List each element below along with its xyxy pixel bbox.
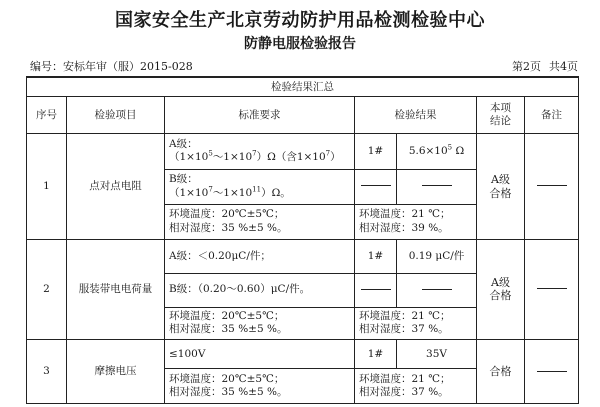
col-header-item: 检验项目 — [67, 97, 165, 134]
page-number: 第2页 — [512, 60, 541, 73]
requirement-grade-a-range: $(1\times 10^5\sim 1\times 10^7)\Omega$（含$1\times 10^7$） — [169, 149, 341, 164]
sample-id: 1# — [355, 340, 397, 368]
environment-result — [355, 307, 477, 340]
test-item: 摩擦电压 — [67, 340, 165, 404]
requirement: ≤100V — [165, 340, 355, 368]
requirement-grade-a: A级：＜0.20μC/件； — [165, 239, 355, 273]
table-row — [27, 340, 579, 368]
requirement-grade-b-label: B级： — [169, 173, 198, 186]
requirement-grade-b — [165, 169, 355, 204]
col-header-requirement: 标准要求 — [165, 97, 355, 134]
page-total: 共4页 — [549, 60, 578, 73]
col-header-conclusion-line1: 本项 — [490, 102, 511, 115]
test-item: 点对点电阻 — [67, 134, 165, 239]
col-header-result: 检验结果 — [355, 97, 477, 134]
remark — [525, 134, 579, 239]
env-humidity-result: 相对湿度：37 %。 — [359, 385, 449, 398]
requirement-grade-b-range: $(1\times 10^7\sim 1\times 10^{11})\Omega$。 — [169, 185, 291, 199]
sample-id-empty — [355, 273, 397, 307]
requirement-grade-b: B级：（0.20～0.60）μC/件。 — [165, 273, 355, 307]
result-value: 0.19 μC/件 — [397, 239, 477, 273]
org-title: 国家安全生产北京劳动防护用品检测检验中心 — [115, 10, 485, 31]
env-humidity-result: 相对湿度：39 %。 — [359, 221, 449, 234]
row-number: 1 — [27, 134, 67, 239]
summary-header-row — [27, 77, 579, 97]
report-title: 防静电服检验报告 — [244, 36, 356, 52]
sample-id: 1# — [355, 134, 397, 169]
remark-dash — [537, 288, 567, 289]
dash — [361, 289, 391, 290]
dash — [422, 289, 452, 290]
column-header-row — [27, 97, 579, 134]
table-row — [27, 134, 579, 169]
remark — [525, 239, 579, 340]
environment-requirement — [165, 204, 355, 239]
env-temperature-result: 环境温度：21 ℃； — [359, 372, 451, 385]
row-number: 3 — [27, 340, 67, 404]
environment-requirement — [165, 307, 355, 340]
report-number: 编号：安标年审（服）2015-028 — [30, 60, 193, 73]
environment-result — [355, 368, 477, 403]
conclusion: 合格 — [477, 340, 525, 404]
conclusion-grade: A级 — [491, 275, 510, 289]
remark-dash — [537, 185, 567, 186]
env-temperature-requirement: 环境温度：20℃±5℃； — [169, 208, 285, 221]
env-temperature-result: 环境温度：21 ℃； — [359, 310, 451, 323]
col-header-remark: 备注 — [525, 97, 579, 134]
env-temperature-requirement: 环境温度：20℃±5℃； — [169, 310, 285, 323]
summary-title: 检验结果汇总 — [27, 77, 579, 97]
conclusion-verdict: 合格 — [489, 186, 512, 200]
page-indicator — [512, 58, 578, 74]
env-humidity-requirement: 相对湿度：35 %±5 %。 — [169, 323, 288, 336]
col-header-conclusion — [477, 97, 525, 134]
table-row — [27, 239, 579, 273]
col-header-no: 序号 — [27, 97, 67, 134]
remark-dash — [537, 371, 567, 372]
dash — [361, 185, 391, 186]
conclusion — [477, 134, 525, 239]
env-temperature-result: 环境温度：21 ℃； — [359, 208, 451, 221]
conclusion-grade: A级 — [491, 172, 510, 186]
env-humidity-result: 相对湿度：37 %。 — [359, 323, 449, 336]
conclusion-verdict: 合格 — [489, 289, 512, 303]
requirement-grade-a — [165, 134, 355, 169]
environment-result — [355, 204, 477, 239]
conclusion — [477, 239, 525, 340]
remark — [525, 340, 579, 404]
result-value-empty — [397, 169, 477, 204]
result-value: 35V — [397, 340, 477, 368]
env-humidity-requirement: 相对湿度：35 %±5 %。 — [169, 221, 288, 234]
sample-id-empty — [355, 169, 397, 204]
dash — [422, 185, 452, 186]
col-header-conclusion-line2: 结论 — [490, 115, 511, 128]
env-humidity-requirement: 相对湿度：35 %±5 %。 — [169, 385, 288, 398]
env-temperature-requirement: 环境温度：20℃±5℃； — [169, 372, 285, 385]
row-number: 2 — [27, 239, 67, 340]
result-value-empty — [397, 273, 477, 307]
result-value: $5.6\times 10^5$ Ω — [397, 134, 477, 169]
results-table — [26, 76, 579, 404]
requirement-grade-a-label: A级： — [169, 138, 198, 151]
test-item: 服装带电电荷量 — [67, 239, 165, 340]
environment-requirement — [165, 368, 355, 403]
sample-id: 1# — [355, 239, 397, 273]
